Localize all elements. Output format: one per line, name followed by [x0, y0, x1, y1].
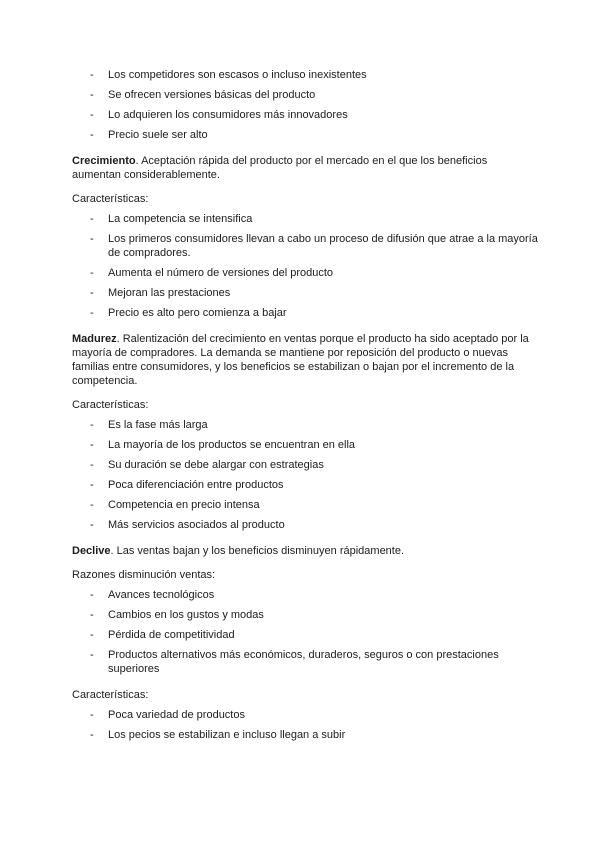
declive-title: Declive	[72, 545, 111, 557]
bullet-dash: -	[90, 609, 94, 621]
madurez-list	[72, 418, 538, 532]
bullet-dash: -	[90, 709, 94, 721]
bullet-dash: -	[90, 499, 94, 511]
crecimiento-paragraph: Crecimiento. Aceptación rápida del producto por el mercado en el que los beneficios aumentan considerablemente.	[72, 155, 488, 181]
declive-reasons-list	[72, 588, 538, 676]
list-item: - La competencia se intensifica	[90, 213, 253, 225]
bullet-dash: -	[90, 439, 94, 451]
list-item: - Productos alternativos más económicos, duraderos, seguros o con prestaciones superiores	[90, 649, 499, 675]
bullet-dash: -	[90, 519, 94, 531]
list-item: - Los primeros consumidores llevan a cabo un proceso de difusión que atrae a la mayoría de compradores.	[90, 233, 538, 259]
bullet-dash: -	[90, 419, 94, 431]
bullet-dash: -	[90, 589, 94, 601]
list-item: - Más servicios asociados al producto	[90, 519, 285, 531]
list-item: - Avances tecnológicos	[90, 589, 215, 601]
list-item: - Competencia en precio intensa	[90, 499, 260, 511]
bullet-dash: -	[90, 129, 94, 141]
list-item: - Se ofrecen versiones básicas del producto	[90, 89, 316, 101]
list-item: - Pérdida de competitividad	[90, 629, 235, 641]
crecimiento-label: Características:	[72, 193, 149, 205]
crecimiento-list	[72, 212, 538, 320]
list-item: - Los pecios se estabilizan e incluso llegan a subir	[90, 729, 346, 741]
bullet-dash: -	[90, 307, 94, 319]
bullet-dash: -	[90, 629, 94, 641]
bullet-dash: -	[90, 459, 94, 471]
bullet-dash: -	[90, 649, 94, 661]
declive-paragraph: Declive. Las ventas bajan y los beneficios disminuyen rápidamente.	[72, 545, 405, 557]
madurez-title: Madurez	[72, 333, 117, 345]
list-item: - Cambios en los gustos y modas	[90, 609, 264, 621]
list-item: - Lo adquieren los consumidores más innovadores	[90, 109, 348, 121]
list-item: - Su duración se debe alargar con estrategias	[90, 459, 324, 471]
crecimiento-title: Crecimiento	[72, 155, 136, 167]
bullet-dash: -	[90, 729, 94, 741]
declive-label: Características:	[72, 689, 149, 701]
list-item: - Mejoran las prestaciones	[90, 287, 231, 299]
declive-list	[72, 708, 538, 742]
list-item: - Precio es alto pero comienza a bajar	[90, 307, 287, 319]
bullet-dash: -	[90, 109, 94, 121]
list-item: - La mayoría de los productos se encuentran en ella	[90, 439, 356, 451]
madurez-paragraph: Madurez. Ralentización del crecimiento en ventas porque el producto ha sido aceptado por la mayoría de compradores. La demanda se mantiene por reposición del producto o nuevas familias entre consumidores, y los beneficios se estabilizan o bajan por el incremento de la competencia.	[72, 333, 529, 387]
bullet-dash: -	[90, 479, 94, 491]
list-item: - Poca variedad de productos	[90, 709, 245, 721]
bullet-dash: -	[90, 213, 94, 225]
bullet-dash: -	[90, 89, 94, 101]
intro-list	[72, 68, 538, 142]
list-item: - Precio suele ser alto	[90, 129, 208, 141]
bullet-dash: -	[90, 267, 94, 279]
list-item: - Los competidores son escasos o incluso inexistentes	[90, 69, 367, 81]
list-item: - Es la fase más larga	[90, 419, 208, 431]
list-item: - Aumenta el número de versiones del producto	[90, 267, 334, 279]
list-item: - Poca diferenciación entre productos	[90, 479, 284, 491]
declive-reasons-label: Razones disminución ventas:	[72, 569, 216, 581]
madurez-label: Características:	[72, 399, 149, 411]
bullet-dash: -	[90, 69, 94, 81]
bullet-dash: -	[90, 233, 94, 245]
bullet-dash: -	[90, 287, 94, 299]
